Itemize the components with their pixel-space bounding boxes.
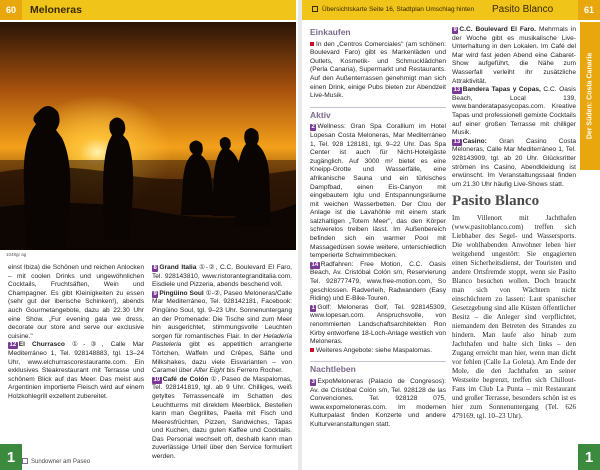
right-page-number: 61 — [578, 0, 600, 20]
map-marker-1: 1 — [311, 304, 315, 311]
listing-name: El Churrasco — [18, 341, 65, 349]
left-chapter-marker: 1 — [0, 444, 22, 470]
sunset-photo — [0, 22, 296, 250]
listing-text: ①-③, Calle Mar Mediterráneo 1, Tel. 928148883, tgl. 13–24 Uhr, www.elchurrascorestaurante.com. Ein exklusives Steakrestaurant mit Terrasse und schönem Blick auf das Meer. Das meist aus Argentinien importierte Fleisch wird auf einem Holzkohlegrill exzellent zubereitet. — [8, 341, 144, 400]
right-column-2 — [452, 26, 576, 421]
listing-boulevard: 9 C.C. Boulevard El Faro. Mehrmals in der Woche gibt es musikalische Live-Unterhaltung in den Lokalen. Im Café del Mar wird fast jeden Abend eine Cabaret-Show aufgeführt, die Nähe zum Wasserfall verleiht ihr zusätzliche Attraktivität. — [452, 26, 576, 85]
divider — [310, 361, 446, 362]
listing-pinguino-soul — [152, 290, 292, 376]
listing-text: ①-②, C.C. Boulevard El Faro, Tel. 928143810, www.ristorantegranditalia.com. Eisdiele und Pizzeria, abends beschend voll. — [152, 264, 292, 289]
intro-paragraph: einst Ibiza) die Schönen und reichen Anlocken – mit coolen Drinks und ungewöhnlichen Cocktails, Fruchtsäften, Wein und Champagner. Es gibt Kleinigkeiten zu essen (sehr gut der iberische Schinken!), abends auch Gourmetangebote, dazu ab 22.30 Uhr eine Show. „Fur evening gala we dress, decorate our store and serve our exclusive cuisine." — [8, 264, 144, 340]
chapter-side-label: Der Süden: Costa Canaria — [586, 52, 594, 140]
listing-text: bis Ferrero Rocher. — [226, 367, 283, 375]
photo-credit: 1049gr ag — [6, 252, 27, 257]
footer-caption: Sundowner am Paseo — [31, 459, 91, 465]
divider — [310, 107, 446, 108]
map-marker-13b: 13 — [453, 138, 461, 145]
left-header-title: Meloneras — [30, 4, 82, 16]
bullet-icon — [310, 42, 314, 46]
listing-grand-italia — [152, 264, 292, 290]
listing-golf: 1 Golf: Meloneras Golf, Tel. 928145309, www.lopesan.com. Anspruchsvolle, von renommierten Landschaftsarchitekten Ron Kirby entworfene 18-Loch-Anlage westlich von Meloneras. — [310, 303, 446, 346]
listing-italic: After Eight — [193, 367, 225, 375]
map-marker-10: 10 — [153, 376, 161, 383]
listing-cafe-de-colon — [152, 376, 292, 462]
listing-expomeloneras: 3 ExpoMeloneras (Palacio de Congresos): Av. de Cristóbal Colón s/n, Tel. 928128 de las Convenciones. Tel. 928128 075, www.expomeloneras.com. Im modernen Kulturpalast finden Konzerte und andere Kulturveranstaltungen statt. — [310, 377, 446, 428]
left-column-1 — [8, 264, 144, 402]
right-column-1 — [310, 26, 446, 430]
map-marker-12: 12 — [9, 342, 17, 349]
listing-wellness: 2 Wellness: Gran Spa Corallium im Hotel Lopesan Costa Meloneras, Mar Mediterráneo 1, Tel. 928 128181, tgl. 9–22 Uhr. Das Spa Center ist auch für Nicht-Hotelgäste zugänglich. Auf 3000 m² bietet es eine Kneipp-Grotte und Wasserfälle, eine afrikanische Sauna und ein türkisches Dampfbad, einen Eis-Canyon mit eingebautem Iglu und Entspannungsräume mit weichen Wasserbetten. Der Clou der Anlage ist die Lavahöhle mit einem stark salzhaltigen „Totem Meer", das den Körper schwerelos treiben lässt. Im Außenbereich befinden sich ein warmer Pool mit Massagedüsen sowie weitere, unterschiedlich temperierte Schwimmbecken. — [310, 123, 446, 260]
right-header-title: Pasito Blanco — [492, 4, 554, 15]
bullet-icon — [310, 348, 314, 352]
map-marker-9: 9 — [153, 290, 157, 297]
listing-text: gibt es appetitlich arrangierte Törtchen, Waffeln und Crêpes, Säfte und Milkshakes, dazu viele Eisvarianten – von Caramel über — [152, 341, 292, 375]
heading-nightlife: Nachtleben — [310, 364, 356, 375]
pasito-blanco-body: Im Villenort mit Jachthafen (www.pasitoblanco.com) treffen sich Liebhaber des Segel- und Wassersports. Die wohlhabenden Anwohner leben hier weitgehend ungestört: Sie engagierten einen Sicherheitsdienst, der Touristen und andere Ortsfremde stoppt, wenn sie Pasito Blanco besuchen wollen. Doch braucht man sich von Wächtern nicht einschüchtern zu lassen: Laut spanischer Gesetzgebung sind alle Küsten öffentlicher Besitz – die Anleger sind verpflichtet, niemandem den Betreten des Strandes zu hindern. Man laufe also hinab zum Jachthafen und halte sich links – den Zugang erreicht man hier, wenn man dicht vor fehlen (Calle La Goleta). Am Ende der Mole, die den Jachthafen an seiner Westseite begrenzt, treffen sich Chillout-Fans im Club La Punta – mit Restaurant und großer Terrasse, besonders schön ist es hier zum Sonnenuntergang (Tel. 626 479169, tgl. 10–23 Uhr). — [452, 213, 576, 420]
chapter-side-tab — [580, 22, 600, 170]
map-ref-icon — [312, 6, 318, 12]
sunset-beach-image — [0, 22, 296, 250]
more-activities: Weiteres Angebote: siehe Maspalomas. — [310, 347, 446, 356]
left-page — [0, 0, 298, 470]
map-marker-3: 3 — [311, 378, 315, 385]
listing-casino: 13 Casino: Gran Casino Costa Meloneras, Calle Mar Mediterráneo 1, Tel. 928143909, tgl. ab 20 Uhr. Glücksritter strömen ins Casino, Abendkleidung ist erwünscht. Im Veranstaltungssaal finden um 21.30 Uhr häufig Live-Shows statt. — [452, 137, 576, 188]
listing-italic: Heladería Pasteleria — [152, 332, 293, 349]
section-title-pasito-blanco: Pasito Blanco — [452, 193, 540, 210]
left-page-number: 60 — [0, 0, 22, 20]
listing-name: Grand Italia — [159, 264, 197, 271]
map-marker-8: 8 — [153, 265, 157, 271]
listing-text: ①, Paseo de Maspalomas, Tel. 928141819, tgl. ab 9 Uhr. Chilliges, weiß getyltes Terrassencafé im Schatten des Leuchtturms mit direktem Meerblick. Bestellen kann man Gegrilltes, Paella mit Fisch und Meeresfrüchten, Pizzen, Sandwiches, Tapas und Kuchen, dazu guten Kaffee und Cocktails. Das Personal wechselt oft, deshalb kann man zuverlässige Urteil über den Service formuliert werden. — [152, 375, 293, 461]
heading-active: Aktiv — [310, 109, 331, 120]
right-chapter-marker: 1 — [578, 444, 600, 470]
map-marker-13: 13 — [453, 87, 461, 94]
listing-name: Café de Colón — [162, 375, 209, 383]
listing-text: ①-②, Paseo Meloneras/Calle Mar Mediterráneo, Tel. 928142181, Facebook: Pingüino Soul, tgl. 9–23 Uhr. Sonnenuntergang an der Promenade: Die Tische sind zum Meer hin ausgerichtet, stimmungsvolle Leuchten sorgen für romantisches Flair. In der — [152, 289, 292, 340]
map-marker-14: 14 — [311, 261, 319, 268]
heading-shopping: Einkaufen — [310, 27, 351, 37]
listing-cycling: 14 Radfahren: Free Motion, C.C. Oasis Beach, Av. Cristóbal Colón s/n, Reservierung Tel. 928777479, www.free-motion.com, So geschlossen. Radverleih, Radwandern (Easy Riding) und E-Bike-Touren. — [310, 260, 446, 303]
photo-caption-icon — [22, 458, 28, 464]
shopping-text: In den „Centros Comerciales" (am schönen: Boulevard Faro) gibt es Markenläden und Outlets, Kosmetik- und Schmucklädchen (Perla Canaria), Supermarkt und Restaurants. Auf den Außenterrassen genehmigt man sich einen Drink, einige Pubs bieten zur Abendzeit Live-Musik. — [310, 40, 446, 100]
right-page — [302, 0, 600, 470]
right-header-mapref: Übersichtskarte Seite 16, Stadtplan Umschlag hinten — [322, 6, 475, 13]
map-marker-2: 2 — [311, 124, 315, 131]
listing-el-churrasco — [8, 341, 144, 401]
map-marker-9: 9 — [453, 27, 457, 33]
listing-bandera: 13 Bandera Tapas y Copas, C.C. Oasis Beach, Local 139, www.banderatapasycopas.com. Kreative Tapas und professionell gemixte Cocktails auf einer großen Terrasse mit chilliger Musik. — [452, 86, 576, 137]
listing-name: Pingüino Soul — [159, 289, 204, 297]
left-footer — [22, 458, 90, 465]
left-column-2 — [152, 264, 292, 462]
